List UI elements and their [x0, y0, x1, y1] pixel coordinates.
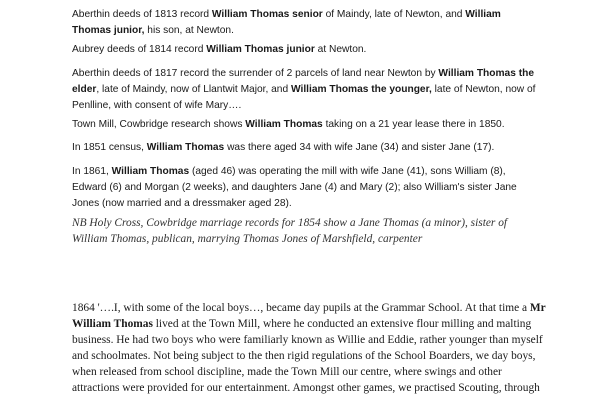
paragraph-census-1861	[72, 164, 542, 212]
text-run: taking on a 21 year lease there in 1850.	[322, 119, 505, 130]
bold-name-run: William Thomas senior	[211, 9, 323, 20]
paragraph-census-1851	[72, 140, 542, 156]
bold-name-run: William Thomas the younger,	[290, 84, 432, 95]
text-run: of Maindy, late of Newton, and	[322, 9, 466, 20]
text-run: Town Mill, Cowbridge research shows	[72, 119, 246, 130]
text-run: 1864 '….I, with some of the local boys…, became day pupils at the Grammar School. At that time a	[72, 302, 530, 314]
text-run: , late of Maindy, now of Llantwit Major, and	[96, 84, 291, 95]
bold-name-run: Mr William Thomas	[72, 302, 546, 330]
bold-name-run: William Thomas	[245, 119, 323, 130]
text-run: was there aged 34 with wife Jane (34) and sister Jane (17).	[224, 142, 495, 153]
text-run: Aberthin deeds of 1813 record	[72, 9, 212, 20]
text-run: lived at the Town Mill, where he conducted an extensive flour milling and malting business. He had two boys who were familiarly known as Willie and Eddie, rather younger than myself and schoolmates. Not being subject to the then rigid regulations of the School Boarders, we day boys, when released from school discipline, made the Town Mill our centre, where swings and other attractions were provided for our entertainment. Amongst other games, we practised Scouting, through	[72, 318, 543, 394]
paragraph-deeds-1813	[72, 7, 542, 39]
bold-name-run: William Thomas junior,	[72, 9, 501, 36]
paragraph-deeds-1814	[72, 42, 542, 58]
bold-name-run: William Thomas the elder	[72, 68, 534, 95]
paragraph-memoir-1864	[72, 300, 552, 396]
text-run: late of Newton, now of Penlline, with consent of wife Mary….	[72, 84, 536, 111]
text-run: (aged 46) was operating the mill with wife Jane (41), sons William (8), Edward (6) and Morgan (2 weeks), and daughters Jane (4) and Mary (2); also William's sister Jane Jones (now married and a dressmaker aged 28).	[72, 166, 517, 209]
bold-name-run: William Thomas junior	[206, 44, 315, 55]
text-run: his son, at Newton.	[144, 25, 234, 36]
bold-name-run: William Thomas	[111, 166, 190, 177]
paragraph-marriage-note	[72, 215, 542, 247]
paragraph-deeds-1817	[72, 66, 542, 114]
text-run: Aberthin deeds of 1817 record the surrender of 2 parcels of land near Newton by	[72, 68, 439, 79]
text-run: In 1861,	[72, 166, 112, 177]
text-run: In 1851 census,	[72, 142, 147, 153]
bold-name-run: William Thomas	[146, 142, 225, 153]
text-run: Aubrey deeds of 1814 record	[72, 44, 207, 55]
paragraph-town-mill-lease	[72, 117, 542, 133]
text-run: at Newton.	[314, 44, 367, 55]
text-run: NB Holy Cross, Cowbridge marriage records for 1854 show a Jane Thomas (a minor), sister of William Thomas, publican, marrying Thomas Jones of Marshfield, carpenter	[72, 217, 508, 245]
